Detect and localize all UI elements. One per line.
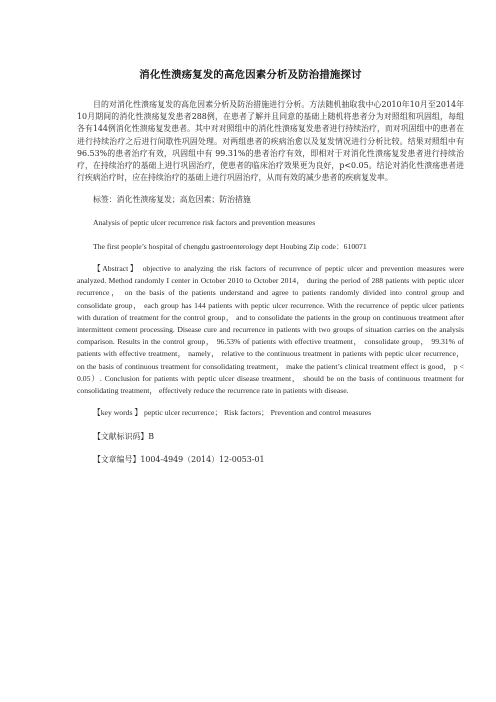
document-code: 【文献标识码】B [93, 432, 155, 442]
paper-title: 消化性溃疡复发的高危因素分析及防治措施探讨 [139, 69, 362, 81]
abstract-zh: 目的对消化性溃疡复发的高危因素分析及防治措施进行分析。方法随机抽取我中心2010年10月至2014年10月期间的消化性溃疡复发患者288例，在患者了解并且同意的基础上随机将患者分为对照组和巩固组，每组各有144例消化性溃疡复发患者。其中对对照组中的消化性溃疡复发患者进行持续治疗，而对巩固组中的患者在进行持续治疗之后进行间歇性巩固处理。对两组患者的疾病治愈以及复发情况进行分析比较。结果对照组中有 96.53%的患者治疗有效，巩固组中有 99.31%的患者治疗有效，即相对于对消化性溃疡复发患者进行持续治疗，在持续治疗的基础上进行巩固治疗，使患者的临床治疗效果更为良好，p<0.05。结论对消化性溃疡患者进行疾病治疗时，应在持续治疗的基础上进行巩固治疗，从而有效的减少患者的疾病复发率。 [77, 100, 464, 183]
keywords-en-text: peptic ulcer recurrence； Risk factors； Prevention and control measures [142, 408, 372, 418]
article-number: 【文章编号】1004-4949（2014）12-0053-01 [93, 454, 265, 464]
abstract-en-label: 【Abstract】 [93, 264, 140, 274]
abstract-en-text: objective to analyzing the risk factors of recurrence of peptic ulcer and prevention measures were analyzed. Method randomly I center in October 2010 to October 2014， during the period of 288 patients with peptic ulcer recurrence， on the basis of the patients understand and agree to patients randomly divided into control group and consolidate group， each group has 144 patients with peptic ulcer recurrence. With the recurrence of peptic ulcer patients with duration of treatment for the control group， and to consolidate the patients in the group on continuous treatment after intermittent cement processing. Disease cure and recurrence in patients with two groups of situation carries on the analysis comparison. Results in the control group， 96.53% of patients with effective treatment， consolidate group， 99.31% of patients with effective treatment， namely， relative to the continuous treatment in patients with peptic ulcer recurrence， on the basis of continuous treatment for consolidating treatment， make the patient’s clinical treatment effect is good， p < 0.05）. Conclusion for patients with peptic ulcer disease treatment， should be on the basis of continuous treatment for consolidating treatment， effectively reduce the recurrence rate in patients with disease. [77, 264, 465, 396]
keywords-en-label: 【key words 】 [93, 408, 143, 418]
keywords-zh: 标签：消化性溃疡复发；高危因素；防治措施 [93, 195, 251, 205]
abstract-en [77, 263, 464, 397]
keywords-en [77, 407, 464, 419]
english-title: Analysis of peptic ulcer recurrence risk factors and prevention measures [93, 217, 316, 227]
affiliation: The first people’s hospital of chengdu gastroenterology dept Houbing Zip code：610071 [93, 241, 367, 251]
